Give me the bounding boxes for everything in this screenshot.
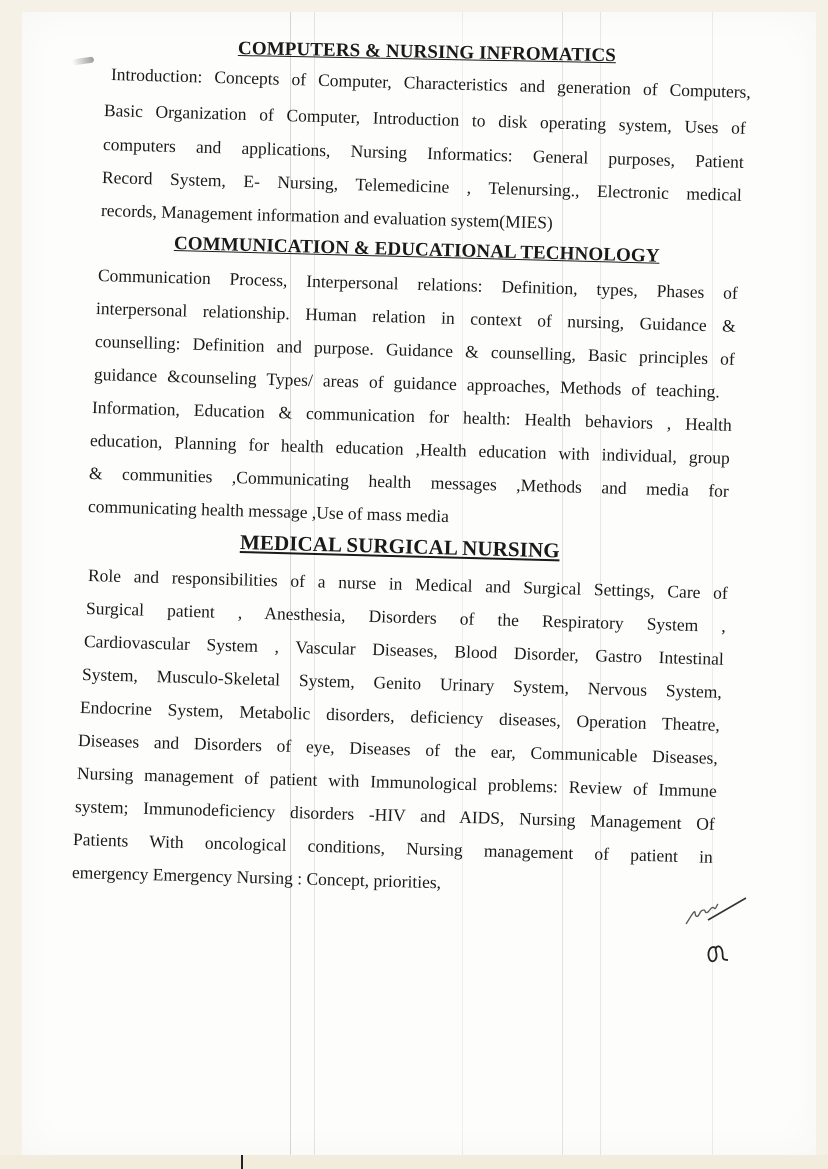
paragraph-line: education, Planning for health education ,Health education with individual, group <box>89 430 731 468</box>
section-heading: COMPUTERS & NURSING INFROMATICS <box>237 38 617 67</box>
paragraph-line: Basic Organization of Computer, Introduction to disk operating system, Uses of <box>103 100 747 138</box>
paragraph-line: Endocrine System, Metabolic disorders, deficiency diseases, Operation Theatre, <box>79 697 721 735</box>
paragraph-line: Diseases and Disorders of eye, Diseases of the ear, Communicable Diseases, <box>77 730 719 768</box>
paragraph-line: interpersonal relationship. Human relation in context of nursing, Guidance & <box>95 298 737 336</box>
paragraph-line: Patients With oncological conditions, Nursing management of patient in <box>72 829 714 867</box>
paragraph-line: system; Immunodeficiency disorders -HIV and AIDS, Nursing Management Of <box>74 796 716 834</box>
paragraph-line: Role and responsibilities of a nurse in Medical and Surgical Settings, Care of <box>87 565 729 603</box>
paragraph-line: communicating health message ,Use of mass media <box>87 496 450 527</box>
paragraph-line: Introduction: Concepts of Computer, Characteristics and generation of Computers, <box>110 64 752 102</box>
handwritten-signature-icon <box>682 888 752 968</box>
paragraph-line: computers and applications, Nursing Informatics: General purposes, Patient <box>102 134 745 172</box>
paragraph-line: Record System, E- Nursing, Telemedicine , Telenursing., Electronic medical <box>101 167 743 205</box>
paragraph-line: Communication Process, Interpersonal relations: Definition, types, Phases of <box>97 265 739 303</box>
paragraph-line: emergency Emergency Nursing : Concept, priorities, <box>71 862 442 893</box>
paragraph-line: System, Musculo-Skeletal System, Genito Urinary System, Nervous System, <box>81 664 723 702</box>
paragraph-line: records, Management information and evaluation system(MIES) <box>100 200 554 233</box>
paragraph-line: Information, Education & communication for health: Health behaviors , Health <box>91 397 733 435</box>
section-heading: MEDICAL SURGICAL NURSING <box>239 530 561 563</box>
paragraph-line: guidance &counseling Types/ areas of guidance approaches, Methods of teaching. <box>93 364 721 402</box>
paragraph-line: Cardiovascular System , Vascular Diseases, Blood Disorder, Gastro Intestinal <box>83 631 725 669</box>
paragraph-line: Surgical patient , Anesthesia, Disorders of the Respiratory System , <box>85 598 727 636</box>
paragraph-line: counselling: Definition and purpose. Guidance & counselling, Basic principles of <box>94 331 736 369</box>
paragraph-line: & communities ,Communicating health messages ,Methods and media for <box>88 463 730 501</box>
paragraph-line: Nursing management of patient with Immunological problems: Review of Immune <box>76 763 718 801</box>
section-heading: COMMUNICATION & EDUCATIONAL TECHNOLOGY <box>173 233 660 267</box>
